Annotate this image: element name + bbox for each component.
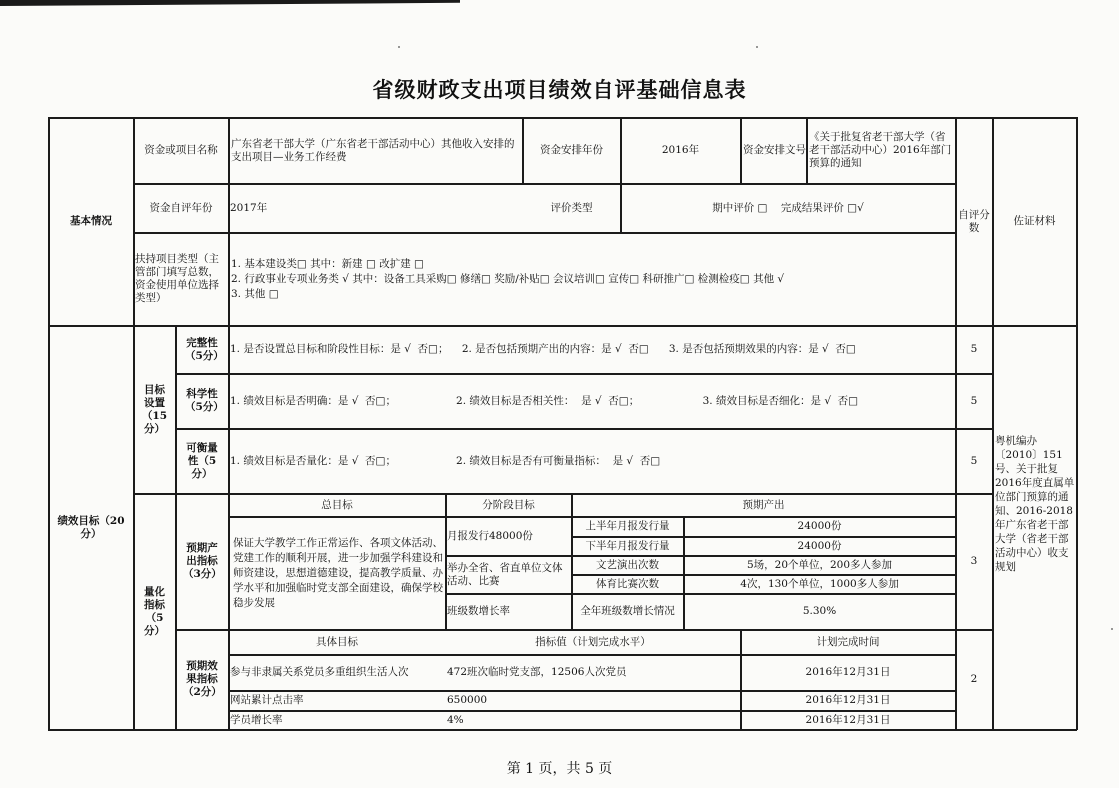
- overall-goal-text: 保证大学教学工作正常运作、各项文体活动、党建工作的顺利开展，进一步加强学科建设和师资建设，思想道德建设，提高教学质量、办学水平和加强临时党支部全面建设，确保学校稳步发展: [233, 536, 443, 609]
- eval-type-label: 评价类型: [550, 201, 593, 214]
- measurable-content: 1. 绩效目标是否量化：是 √ 否□； 2. 绩效目标是否有可衡量指标： 是 √ 否□: [230, 454, 661, 467]
- specific-target-header: 具体目标: [316, 635, 358, 648]
- measurable-score: 5: [970, 454, 978, 467]
- stage-goal-2: 举办全省、省直单位文体活动、比赛: [447, 561, 563, 587]
- effect-target: 参与非隶属关系党员多重组织生活人次: [230, 666, 409, 678]
- effect-target: 学员增长率: [230, 713, 283, 726]
- output-item-name: 上半年月报发行量: [585, 520, 670, 532]
- year-value: 2016年: [661, 144, 700, 156]
- scan-speck: [398, 46, 400, 48]
- doc-value: 《关于批复省老干部大学（省老干部活动中心）2016年部门预算的通知: [809, 131, 952, 169]
- effect-indicator: 650000: [447, 694, 488, 706]
- completeness-label: 完整性（5分）: [185, 336, 224, 362]
- effect-indicator: 472班次临时党支部，12506人次党员: [447, 666, 627, 678]
- output-item-name: 全年班级数增长情况: [580, 605, 675, 617]
- evidence-header: 佐证材料: [1013, 215, 1056, 227]
- completion-time-header: 计划完成时间: [816, 635, 880, 648]
- selfeval-year-value: 2017年: [230, 201, 268, 214]
- measurable-label: 可衡量性（5分）: [186, 441, 218, 480]
- effect-score: 2: [970, 673, 978, 685]
- year-label: 资金安排年份: [540, 144, 603, 156]
- effect-indicator: 4%: [447, 713, 464, 726]
- fund-name-value: 广东省老干部大学（广东省老干部活动中心）其他收入安排的支出项目—业务工作经费: [231, 137, 515, 163]
- table-border-right: [1076, 117, 1078, 730]
- doc-label: 资金安排文号: [743, 144, 806, 156]
- goal-setting-label: 目标设置（15分）: [141, 383, 168, 435]
- eval-type-value: 期中评价 □ 完成结果评价 □√: [712, 201, 864, 214]
- effect-time: 2016年12月31日: [805, 713, 891, 726]
- completeness-content: 1. 是否设置总目标和阶段性目标：是 √ 否□； 2. 是否包括预期产出的内容：是 √ 否□ 3. 是否包括预期效果的内容：是 √ 否□: [230, 343, 856, 355]
- scan-speck: [1111, 628, 1113, 630]
- output-item-name: 体育比赛次数: [596, 577, 659, 590]
- effect-time: 2016年12月31日: [805, 694, 891, 706]
- expected-output-header: 预期产出: [742, 498, 785, 511]
- scientific-score: 5: [970, 394, 978, 407]
- selfeval-year-label: 资金自评年份: [149, 201, 213, 214]
- basic-section-label: 基本情况: [70, 215, 112, 227]
- effect-time: 2016年12月31日: [805, 666, 891, 678]
- indicator-value-header: 指标值（计划完成水平）: [535, 635, 651, 648]
- output-item-value: 4次，130个单位，1000多人参加: [740, 577, 899, 590]
- output-item-name: 下半年月报发行量: [585, 539, 670, 552]
- page-footer: 第 1 页，共 5 页: [506, 761, 613, 777]
- completeness-score: 5: [970, 343, 978, 355]
- stage-goal-3: 班级数增长率: [447, 605, 510, 617]
- output-item-value: 5.30%: [802, 605, 837, 617]
- evidence-text: 粤机编办〔2010〕151号、关于批复2016年度直属单位部门预算的通知、2016-2018年广东省老干部大学（省老干部活动中心）收支规划: [995, 435, 1075, 573]
- score-header: 自评分数: [958, 208, 990, 234]
- scientific-content: 1. 绩效目标是否明确：是 √ 否□； 2. 绩效目标是否相关性： 是 √ 否□； 3. 绩效目标是否细化：是 √ 否□: [230, 394, 859, 407]
- stage-goal-header: 分阶段目标: [482, 498, 535, 511]
- output-score: 3: [970, 555, 978, 567]
- perf-section-label: 绩效目标（20分）: [57, 514, 125, 540]
- effect-target: 网站累计点击率: [230, 694, 304, 706]
- output-indicator-label: 预期产出指标（3分）: [183, 542, 222, 580]
- page-title: 省级财政支出项目绩效自评基础信息表: [372, 77, 747, 102]
- table-border-bottom: [48, 729, 1077, 731]
- scan-speck: [756, 46, 758, 48]
- output-item-value: 24000份: [797, 520, 842, 532]
- fund-name-label: 资金或项目名称: [144, 144, 218, 156]
- stage-goal-1: 月报发行48000份: [447, 529, 533, 542]
- scientific-label: 科学性（5分）: [185, 388, 224, 413]
- output-item-value: 24000份: [797, 539, 842, 552]
- output-item-value: 5场，20个单位，200多人参加: [746, 558, 893, 571]
- support-type-label: 扶持项目类型（主管部门填写总数，资金使用单位选择类型）: [135, 253, 219, 304]
- overall-goal-header: 总目标: [321, 498, 353, 511]
- output-item-name: 文艺演出次数: [596, 558, 659, 571]
- effect-indicator-label: 预期效果指标（2分）: [183, 660, 222, 698]
- quant-label: 量化指标（5分）: [144, 585, 165, 637]
- support-type-value: 1. 基本建设类□ 其中：新建 □ 改扩建 □ 2. 行政事业专项业务类 √ 其中：设备工具采购□ 修缮□ 奖励/补贴□ 会议培训□ 宣传□ 科研推广□ 检测检疫□ 其他 √ 3. 其他 □: [231, 257, 785, 300]
